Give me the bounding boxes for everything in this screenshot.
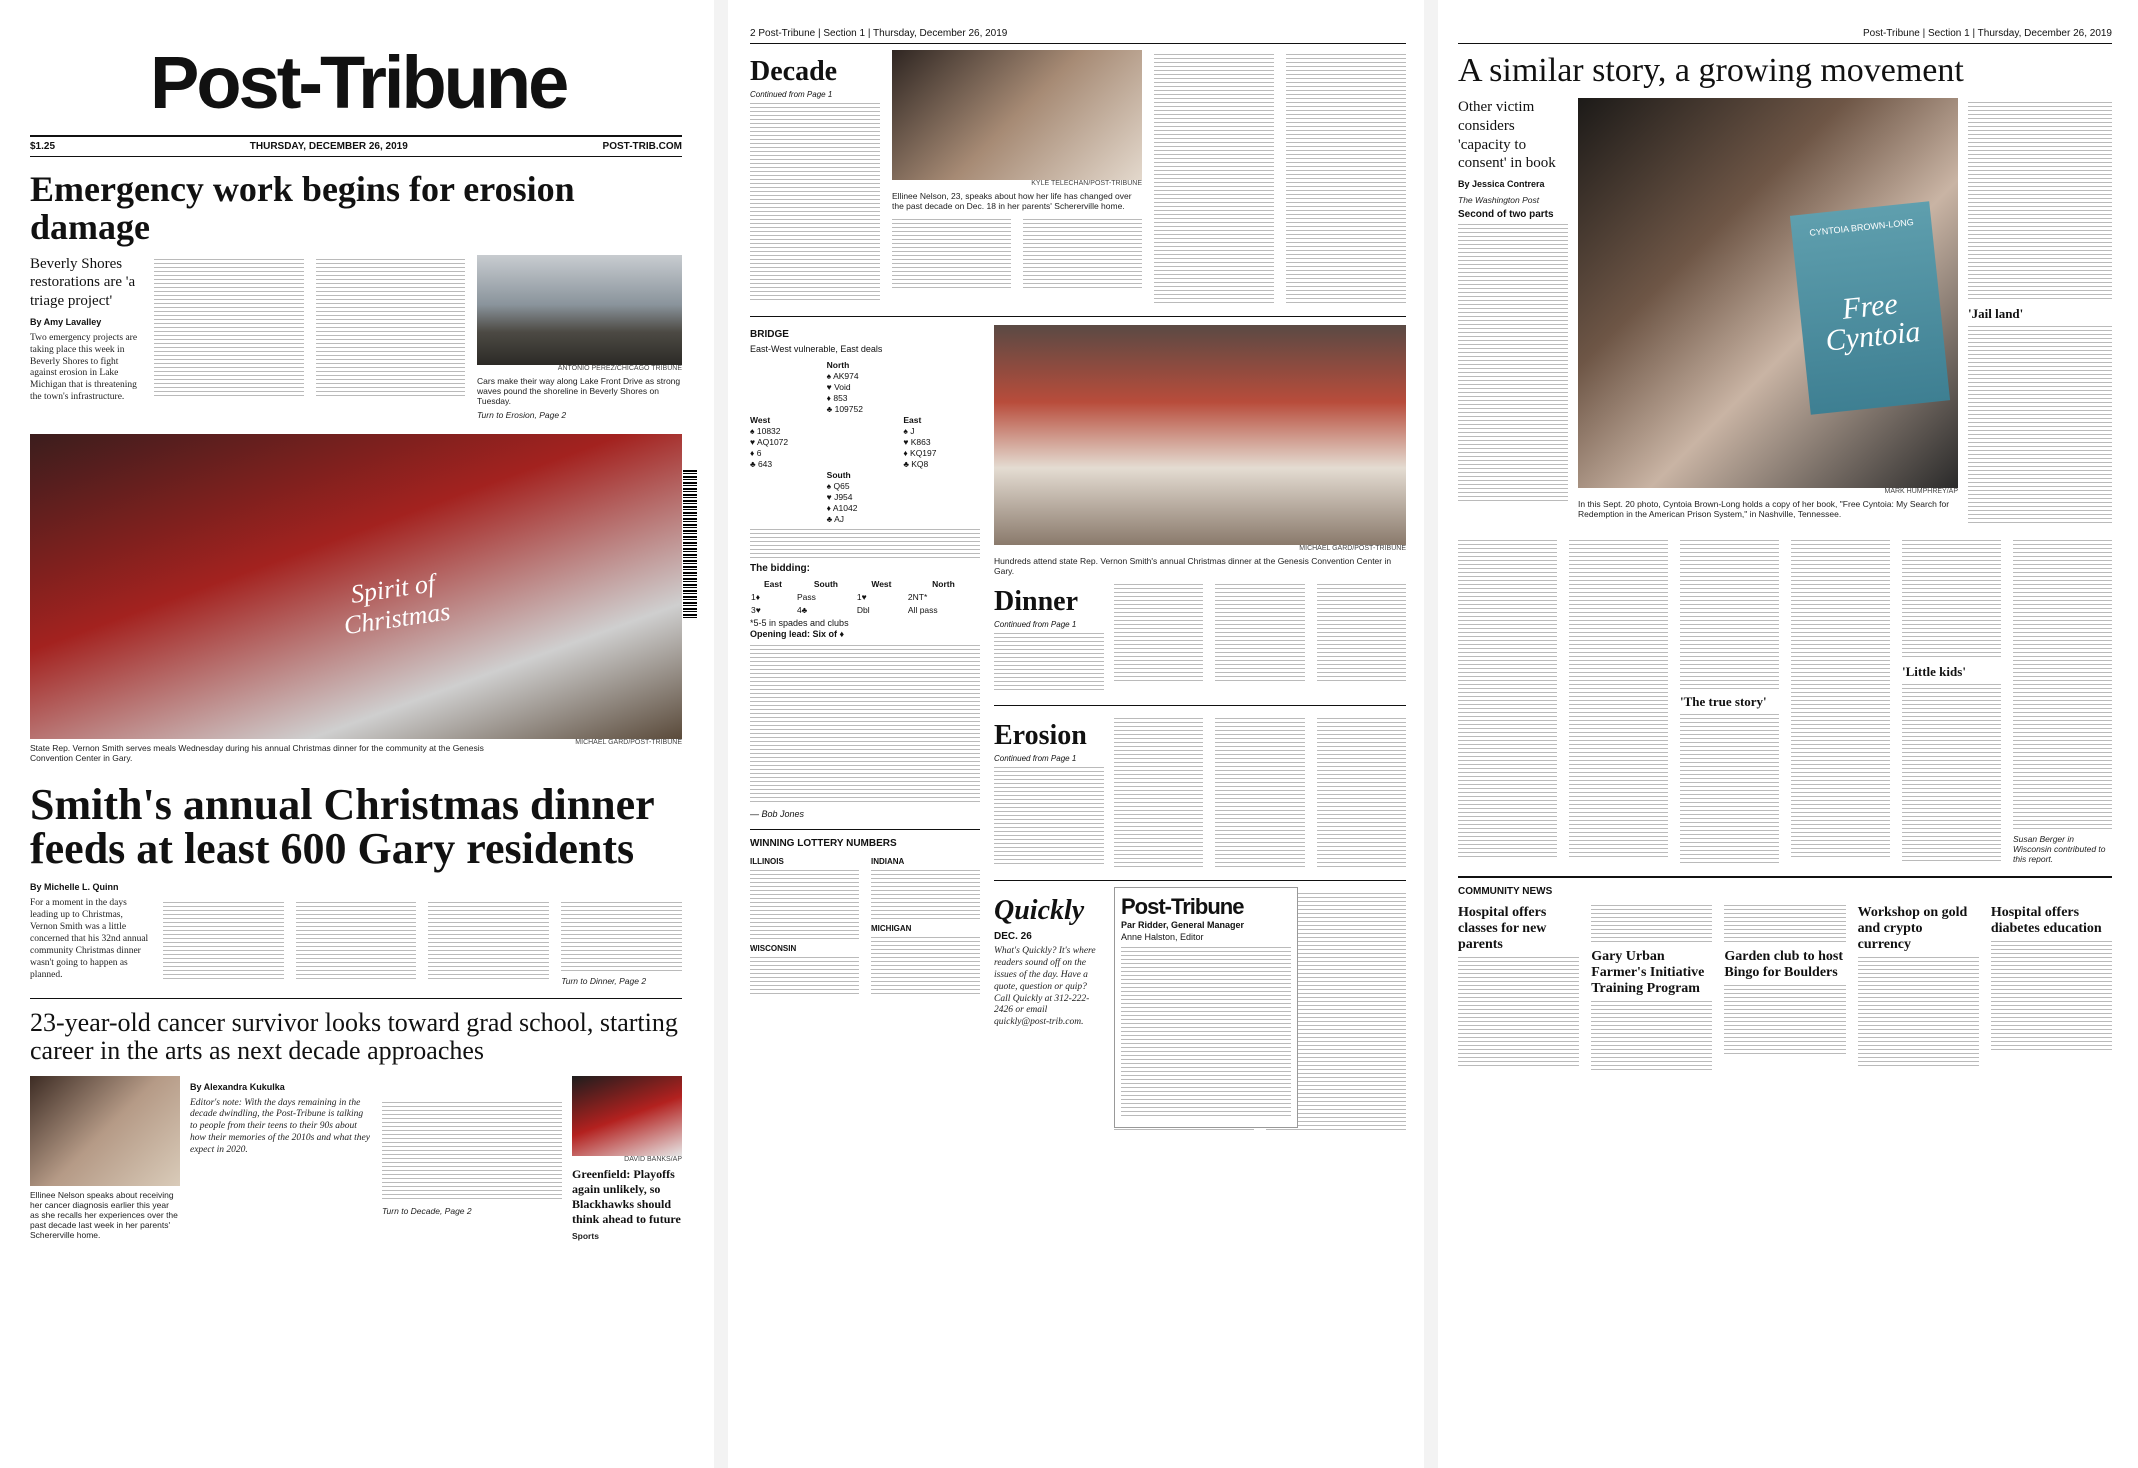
bridge-signoff: — Bob Jones [750,808,805,819]
quickly-intro: What's Quickly? It's where readers sound off on the issues of the day. Have a quote, question or quip? Call Quickly at 312-222-2426 or email quickly@post-trib.com. [994,946,1096,1028]
christmas-headline: Smith's annual Christmas dinner feeds at least 600 Gary residents [30,779,654,874]
erosion-jump: Turn to Erosion, Page 2 [477,409,567,420]
blackhawks-photo [572,1076,682,1156]
staff-box [1114,887,1298,1128]
bridge-east: East ♠ J ♥ K863 ♦ KQ197 ♣ KQ8 [903,414,937,470]
page2-header: 2 Post-Tribune | Section 1 | Thursday, December 26, 2019 [750,28,1406,44]
book-author: CYNTOIA BROWN-LONG [1808,216,1915,238]
bidding-table: East South West North 1♦ Pass 1♥ 2NT* 3♥ 4♣ Dbl All pass [751,579,955,616]
brief-1: Hospital offers classes for new parents [1458,905,1547,952]
erosion-deck: Beverly Shores restorations are 'a triage project' [30,255,136,310]
cyntoia-photo-credit: MARK HUMPHREY/AP [1884,488,1958,495]
christmas-photo-credit: MICHAEL GARD/POST-TRIBUNE [575,738,682,746]
subhead-jail-land: 'Jail land' [1968,306,2024,321]
dinner-crowd-photo [994,325,1406,545]
quickly-title: Quickly [994,895,1085,926]
decade-continued: Continued from Page 1 [750,90,833,99]
erosion-byline: By Amy Lavalley [30,316,102,327]
barcode [683,470,697,620]
erosion-photo-credit: ANTONIO PEREZ/CHICAGO TRIBUNE [557,364,682,372]
opening-lead: Opening lead: Six of ♦ [750,629,845,640]
erosion-continued: Continued from Page 1 [994,754,1077,763]
cyntoia-caption: In this Sept. 20 photo, Cyntoia Brown-Long holds a copy of her book, "Free Cyntoia: My Search for Redemption in the American Prison System," in Nashville, Tennessee. [1578,499,1950,519]
bridge-south: South ♠ Q65 ♥ J954 ♦ A1042 ♣ AJ [826,470,858,525]
dinner-photo-credit: MICHAEL GARD/POST-TRIBUNE [1299,545,1406,552]
staffbox-publisher: Par Ridder, General Manager [1121,920,1245,930]
decade-byline: By Alexandra Kukulka [190,1081,285,1092]
cyntoia-photo [1578,98,1958,488]
brief-3: Garden club to host Bingo for Boulders [1724,949,1844,980]
bridge-column [750,325,980,1128]
decade-photo-credit: KYLE TELECHAN/POST-TRIBUNE [1031,180,1142,187]
story-section: Second of two parts [1458,209,1554,220]
decade-section-title: Decade [750,56,838,87]
erosion-lead: Two emergency projects are taking place this week in Beverly Shores to fight against erosion in Lake Michigan that is threatening the town's infrastructure. [30,332,138,403]
erosion-photo [477,255,682,365]
brief-4: Workshop on gold and crypto currency [1857,905,1968,952]
price: $1.25 [30,141,56,152]
date: THURSDAY, DECEMBER 26, 2019 [249,141,408,152]
dinner-continued: Continued from Page 1 [994,620,1077,629]
website: POST-TRIB.COM [602,141,682,152]
apron-text: Spirit of Christmas [342,568,452,640]
story-deck: Other victim considers 'capacity to consent' in book [1458,99,1556,172]
subhead-little-kids: 'Little kids' [1902,664,1966,679]
story-headline: A similar story, a growing movement [1458,52,1964,89]
quickly-date: DEC. 26 [994,931,1032,942]
bidding-convention: *5-5 in spades and clubs [750,617,849,628]
story-byline: By Jessica Contrera [1458,179,1545,189]
blackhawks-teaser: Greenfield: Playoffs again unlikely, so Blackhawks should think ahead to future [572,1166,681,1226]
lottery-michigan: MICHIGAN [871,923,912,933]
page3-header: Post-Tribune | Section 1 | Thursday, December 26, 2019 [1458,28,2112,44]
decade-jump: Turn to Decade, Page 2 [382,1205,472,1216]
story-signoff: Susan Berger in Wisconsin contributed to this report. [2013,834,2106,864]
christmas-lead: For a moment in the days leading up to Christmas, Vernon Smith was a little concerned that his 32nd annual community Christmas dinner wasn't going to happen as planned. [30,898,149,980]
page-two [728,0,1428,1468]
staffbox-masthead: Post-Tribune [1121,894,1244,919]
ellinee-caption: Ellinee Nelson speaks about receiving her cancer diagnosis earlier this year as she recalls her experiences over the past decade last week in her parents' Schererville home. [30,1189,178,1240]
bidding-title: The bidding: [750,563,810,575]
book-cover [1790,201,1950,415]
brief-2: Gary Urban Farmer's Initiative Training Program [1591,949,1705,996]
bridge-deal: East-West vulnerable, East deals [750,344,883,354]
brief-5: Hospital offers diabetes education [1990,905,2102,936]
decade-lead: Editor's note: With the days remaining in the decade dwindling, the Post-Tribune is talking to people from their teens to their 90s about how their memories of the 2010s and what they expect in 2020. [190,1097,370,1155]
decade-photo-caption: Ellinee Nelson, 23, speaks about how her life has changed over the past decade on Dec. 18 in her parents' Schererville home. [892,191,1132,211]
decade-headline: 23-year-old cancer survivor looks toward grad school, starting career in the arts as next decade approaches [30,1008,678,1066]
dinner-photo-caption: Hundreds attend state Rep. Vernon Smith's annual Christmas dinner at the Genesis Convention Center in Gary. [994,556,1392,576]
teaser-section: Sports [572,1230,599,1241]
erosion-caption: Cars make their way along Lake Front Drive as strong waves pound the shoreline in Beverly Shores on Tuesday. [477,375,681,406]
christmas-jump: Turn to Dinner, Page 2 [561,976,647,987]
lottery-title: WINNING LOTTERY NUMBERS [750,837,897,849]
front-page [0,0,712,1468]
subhead-true-story: 'The true story' [1680,694,1767,709]
erosion-section-title: Erosion [994,720,1087,751]
masthead-bar [30,135,682,157]
blackhawks-photo-credit: DAVID BANKS/AP [624,1155,682,1163]
book-title: Free Cyntoia [1824,287,1922,358]
erosion-headline: Emergency work begins for erosion damage [30,169,575,247]
bridge-title: BRIDGE [750,329,789,340]
ellinee-photo [30,1076,180,1186]
community-news-title: COMMUNITY NEWS [1458,886,1553,897]
dinner-section-title: Dinner [994,586,1078,617]
lottery-wisconsin: WISCONSIN [750,943,797,953]
lottery-illinois: ILLINOIS [750,856,784,866]
bridge-north: North ♠ AK974 ♥ Void ♦ 853 ♣ 109752 [826,359,863,414]
christmas-caption: State Rep. Vernon Smith serves meals Wednesday during his annual Christmas dinner for the community at the Genesis Convention Center in Gary. [30,742,484,763]
christmas-byline: By Michelle L. Quinn [30,882,119,893]
christmas-dinner-photo [30,434,682,739]
page-three [1438,0,2138,1468]
masthead: Post-Tribune [150,41,567,124]
decade-photo [892,50,1142,180]
story-outlet: The Washington Post [1458,195,1540,205]
staffbox-editor: Anne Halston, Editor [1121,931,1204,942]
lottery-indiana: INDIANA [871,856,905,866]
bridge-west: West ♠ 10832 ♥ AQ1072 ♦ 6 ♣ 643 [750,414,789,470]
